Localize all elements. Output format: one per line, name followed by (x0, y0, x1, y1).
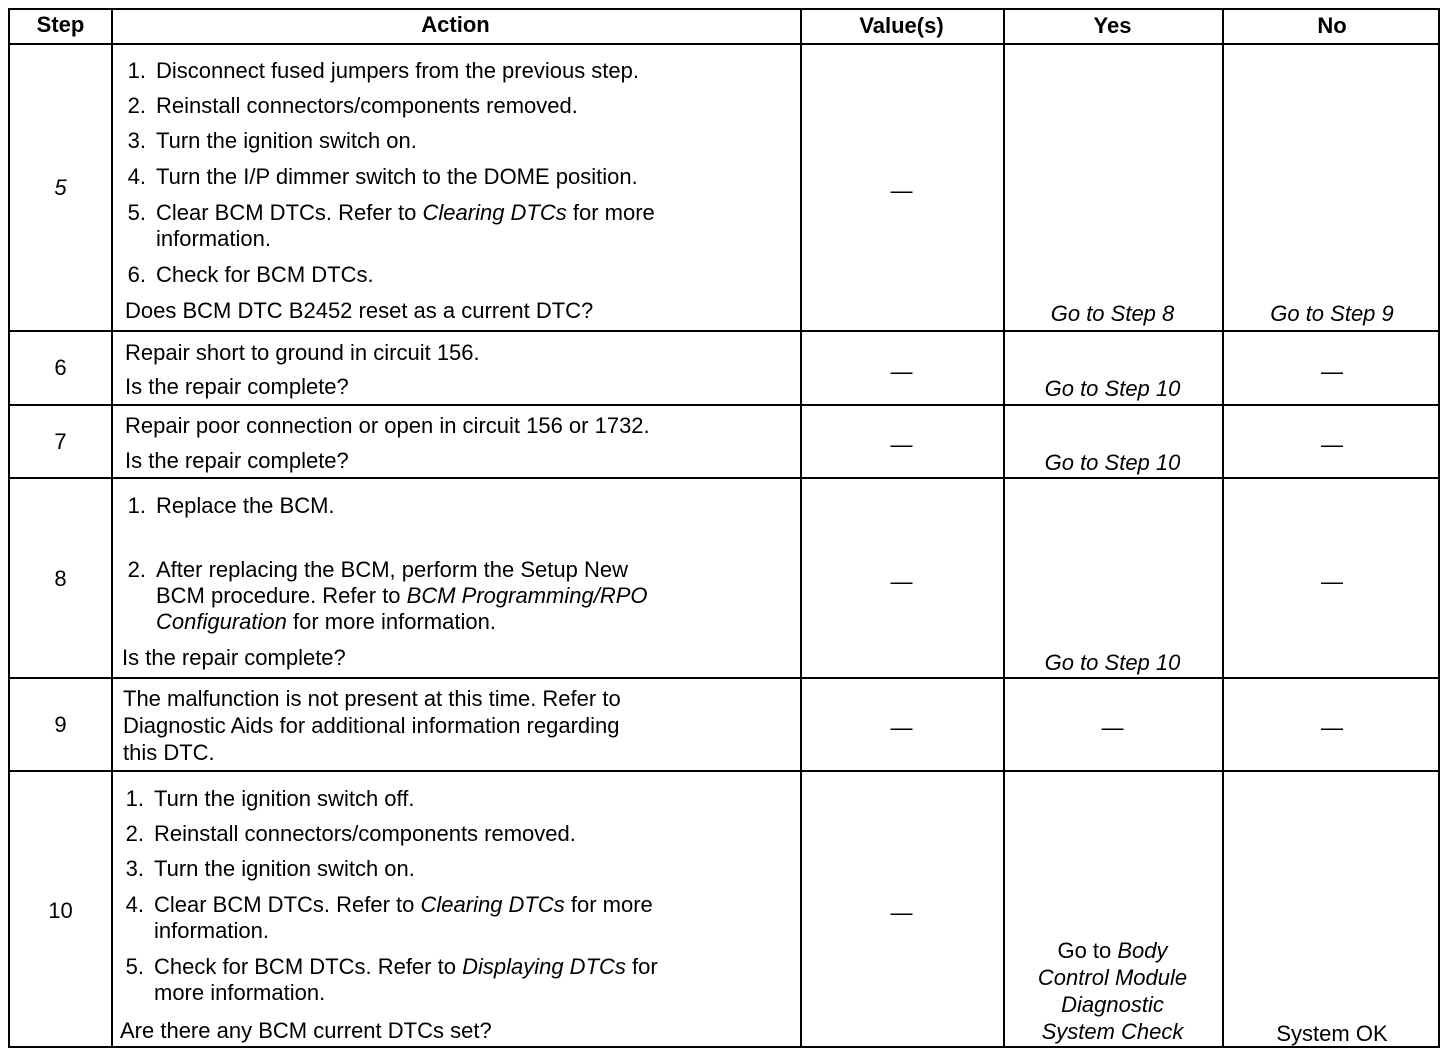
action-text: Diagnostic Aids for additional information regarding (123, 713, 620, 738)
action-cell: 1. Turn the ignition switch off. 2. Reinstall connectors/components removed. 3. Turn the ignition switch on. 4. Clear BCM DTCs. Refer to Clearing DTCs for more information. 5. Check for BCM DTCs. Refer to Displaying DTCs for more information. Are there any BCM current DTCs set? (120, 786, 658, 1043)
header-step: Step (36, 12, 85, 37)
action-text: Repair short to ground in circuit 156. (125, 340, 480, 365)
no-dash: — (1321, 569, 1343, 594)
value-dash: — (890, 432, 913, 457)
action-text: Repair poor connection or open in circuit 156 or 1732. (125, 413, 650, 438)
value-dash: — (890, 359, 913, 384)
column-divider (800, 10, 802, 1046)
yes-dash: — (1101, 715, 1124, 740)
no-dash: — (1321, 432, 1343, 457)
header-values: Value(s) (859, 13, 944, 38)
value-dash: — (890, 178, 913, 203)
column-divider (111, 10, 113, 1046)
yes-result: Go to Step 10 (1044, 650, 1181, 675)
column-divider (1222, 10, 1224, 1046)
question: Is the repair complete? (125, 448, 349, 473)
value-dash: — (890, 715, 913, 740)
header-action: Action (421, 12, 490, 37)
question: Does BCM DTC B2452 reset as a current DTC? (125, 298, 594, 323)
yes-result: Go to Step 8 (1050, 301, 1175, 326)
value-dash: — (890, 900, 913, 925)
yes-result: Go to Step 10 (1044, 376, 1181, 401)
step-number: 6 (54, 355, 67, 380)
action-cell: 1. Disconnect fused jumpers from the previous step. 2. Reinstall connectors/components removed. 3. Turn the ignition switch on. 4. Turn the I/P dimmer switch to the DOME position. 5. Clear BCM DTCs. Refer to Clearing DTCs for more information. 6. Check for BCM DTCs. Does BCM DTC B2452 reset as a current DTC? (125, 58, 655, 323)
no-dash: — (1321, 359, 1343, 384)
no-dash: — (1321, 715, 1343, 740)
action-text: this DTC. (123, 740, 215, 765)
yes-result: Go to Body Control Module Diagnostic System Check (1037, 938, 1188, 1044)
action-cell: 1. Replace the BCM. 2. After replacing the BCM, perform the Setup New BCM procedure. Refer to BCM Programming/RPO Configuration for more information. Is the repair complete? (122, 493, 648, 670)
no-result: Go to Step 9 (1270, 301, 1394, 326)
question: Is the repair complete? (122, 645, 346, 670)
step-number: 10 (48, 898, 73, 923)
no-result: System OK (1276, 1021, 1388, 1046)
action-text: The malfunction is not present at this time. Refer to (123, 686, 621, 711)
diagnostic-table (8, 8, 1440, 1048)
question: Are there any BCM current DTCs set? (120, 1018, 492, 1043)
yes-result: Go to Step 10 (1044, 450, 1181, 475)
step-number: 5 (54, 175, 67, 200)
header-no: No (1317, 13, 1347, 38)
value-dash: — (890, 569, 913, 594)
step-number: 9 (54, 712, 67, 737)
step-number: 7 (54, 429, 67, 454)
header-yes: Yes (1093, 13, 1132, 38)
question: Is the repair complete? (125, 374, 349, 399)
step-number: 8 (54, 566, 67, 591)
column-divider (1003, 10, 1005, 1046)
